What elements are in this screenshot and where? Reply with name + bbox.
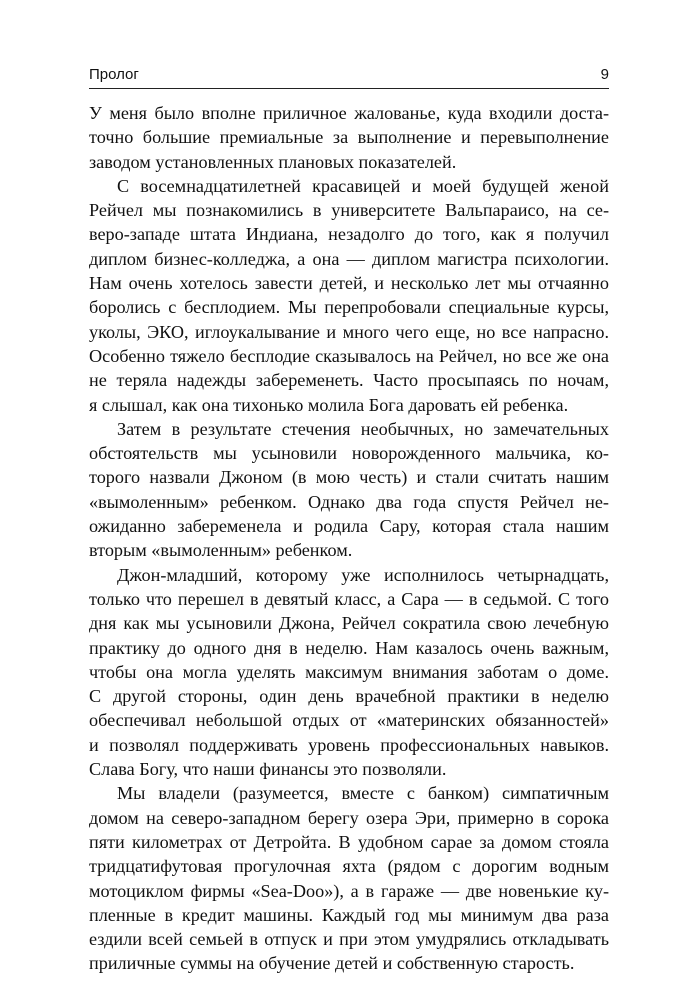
text-line: Слава Богу, что наши финансы это позволяли. — [89, 759, 447, 780]
text-line: Затем в результате стечения необычных, но замечательных — [117, 418, 609, 439]
text-line: обстоятельств мы усыновили новорожденного мальчика, ко- — [89, 443, 609, 464]
text-line: заводом установленных плановых показателей. — [89, 151, 457, 172]
body-text — [89, 101, 609, 976]
text-line: практику до одного дня в неделю. Нам казалось очень важным, — [89, 637, 609, 658]
text-line: пяти километрах от Детройта. В удобном сарае за домом стояла — [89, 831, 609, 852]
chapter-title: Пролог — [89, 66, 139, 83]
text-line: не теряла надежды забеременеть. Часто просыпаясь по ночам, — [89, 370, 609, 391]
text-line: диплом бизнес-колледжа, а она — диплом магистра психологии. — [89, 248, 609, 269]
text-line: пленные в кредит машины. Каждый год мы минимум два раза — [89, 904, 609, 925]
text-line: ездили всей семьей в отпуск и при этом умудрялись откладывать — [89, 929, 609, 950]
text-line: С другой стороны, один день врачебной практики в неделю — [89, 686, 609, 707]
text-line: вторым «вымоленным» ребенком. — [89, 540, 353, 561]
text-line: домом на северо-западном берегу озера Эри, примерно в сорока — [89, 807, 609, 828]
text-line: торого назвали Джоном (в мою честь) и стали считать нашим — [89, 467, 609, 488]
text-line: Нам очень хотелось завести детей, и несколько лет мы отчаянно — [89, 273, 609, 294]
text-line: Джон-младший, которому уже исполнилось четырнадцать, — [117, 564, 609, 585]
page-number: 9 — [600, 66, 609, 83]
text-line: мотоциклом фирмы «Sea-Doo»), а в гараже — две новенькие ку- — [89, 880, 609, 901]
header-divider — [89, 88, 609, 89]
text-line: и позволял поддерживать уровень профессиональных навыков. — [89, 734, 609, 755]
text-line: только что перешел в девятый класс, а Сара — в седьмой. С того — [89, 588, 609, 609]
text-line: точно большие премиальные за выполнение и перевыполнение — [89, 127, 609, 148]
text-line: обеспечивал небольшой отдых от «материнских обязанностей» — [89, 710, 609, 731]
text-line: приличные суммы на обучение детей и собственную старость. — [89, 953, 575, 974]
text-line: Мы владели (разумеется, вместе с банком) симпатичным — [117, 783, 609, 804]
text-line: Рейчел мы познакомились в университете Вальпараисо, на се- — [89, 200, 609, 221]
text-line: веро-западе штата Индиана, незадолго до того, как я получил — [89, 224, 609, 245]
text-line: дня как мы усыновили Джона, Рейчел сократила свою лечебную — [89, 613, 609, 634]
text-line: Особенно тяжело бесплодие сказывалось на Рейчел, но все же она — [89, 345, 609, 366]
running-header — [89, 66, 609, 88]
text-line: боролись с бесплодием. Мы перепробовали специальные курсы, — [89, 297, 609, 318]
text-line: я слышал, как она тихонько молила Бога даровать ей ребенка. — [89, 394, 569, 415]
text-line: У меня было вполне приличное жалованье, куда входили доста- — [89, 103, 609, 123]
text-line: «вымоленным» ребенком. Однако два года спустя Рейчел не- — [89, 491, 609, 512]
text-line: чтобы она могла уделять максимум внимания заботам о доме. — [89, 661, 609, 682]
text-line: тридцатифутовая прогулочная яхта (рядом с дорогим водным — [89, 856, 609, 877]
text-line: С восемнадцатилетней красавицей и моей будущей женой — [117, 175, 609, 196]
text-line: ожиданно забеременела и родила Сару, которая стала нашим — [89, 516, 609, 537]
text-line: уколы, ЭКО, иглоукалывание и много чего еще, но все напрасно. — [89, 321, 609, 342]
